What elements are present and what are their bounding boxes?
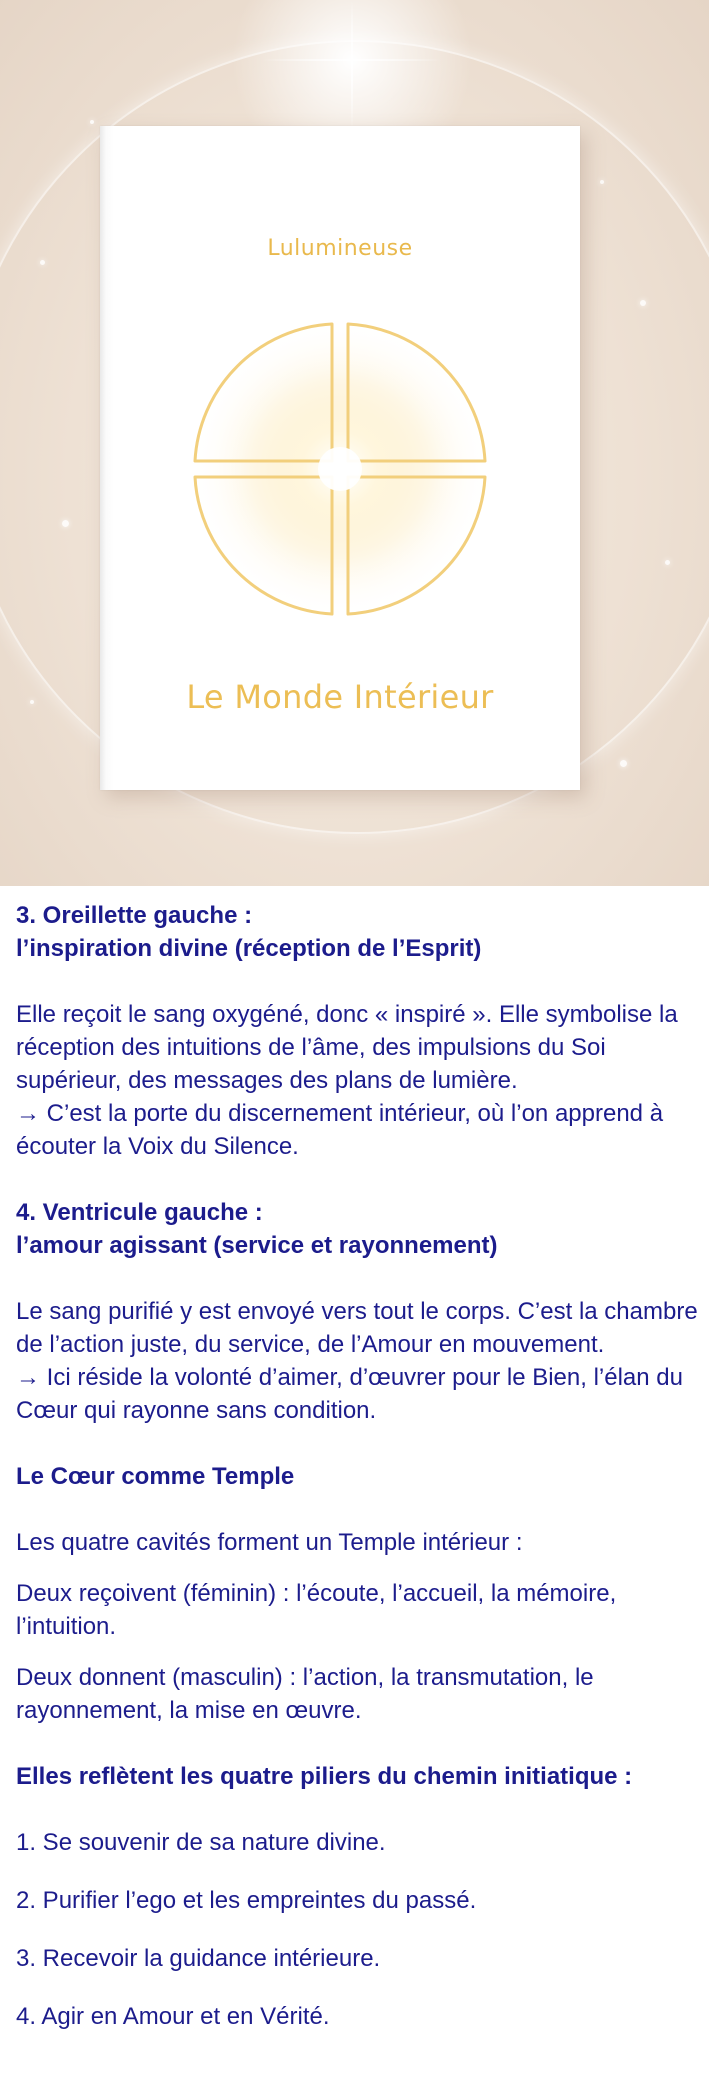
pillar-item: 4. Agir en Amour et en Vérité.	[16, 2003, 330, 2030]
section-4-arrow-note: → Ici réside la volonté d’aimer, d’œuvrer pour le Bien, l’élan du Cœur qui rayonne sans condition.	[16, 1364, 683, 1424]
pillar-item: 2. Purifier l’ego et les empreintes du passé.	[16, 1887, 477, 1914]
cover-hero-image	[0, 0, 709, 886]
pillar-item: 3. Recevoir la guidance intérieure.	[16, 1945, 381, 1972]
temple-give: Deux donnent (masculin) : l’action, la transmutation, le rayonnement, la mise en œuvre.	[16, 1664, 594, 1724]
section-4-subheading: l’amour agissant (service et rayonnement)	[16, 1232, 498, 1259]
sparkle	[90, 120, 94, 124]
book-title: Le Monde Intérieur	[186, 678, 494, 716]
sparkle	[40, 260, 45, 265]
sparkle	[620, 760, 627, 767]
section-3-subheading: l’inspiration divine (réception de l’Esprit)	[16, 935, 482, 962]
temple-heading: Le Cœur comme Temple	[16, 1463, 295, 1490]
temple-receive: Deux reçoivent (féminin) : l’écoute, l’accueil, la mémoire, l’intuition.	[16, 1580, 617, 1640]
section-4-paragraph: Le sang purifié y est envoyé vers tout le corps. C’est la chambre de l’action juste, du service, de l’Amour en mouvement.	[16, 1298, 698, 1358]
article-body	[16, 899, 706, 2033]
section-4-heading: 4. Ventricule gauche :	[16, 1199, 263, 1226]
sun-cross-emblem-icon	[183, 312, 497, 626]
sparkle	[30, 700, 34, 704]
pillar-item: 1. Se souvenir de sa nature divine.	[16, 1829, 386, 1856]
sparkle	[640, 300, 646, 306]
temple-intro: Les quatre cavités forment un Temple intérieur :	[16, 1529, 523, 1556]
section-3-arrow-note: → C’est la porte du discernement intérieur, où l’on apprend à écouter la Voix du Silence.	[16, 1100, 664, 1160]
book-author: Lulumineuse	[267, 236, 413, 261]
sparkle	[600, 180, 604, 184]
section-3-heading: 3. Oreillette gauche :	[16, 902, 253, 929]
pillars-heading: Elles reflètent les quatre piliers du chemin initiatique :	[16, 1763, 633, 1790]
book-cover	[100, 126, 580, 790]
sparkle	[665, 560, 670, 565]
section-3-paragraph: Elle reçoit le sang oxygéné, donc « inspiré ». Elle symbolise la réception des intuitions de l’âme, des impulsions du Soi supérieur, des messages des plans de lumière.	[16, 1001, 678, 1094]
sparkle	[62, 520, 69, 527]
